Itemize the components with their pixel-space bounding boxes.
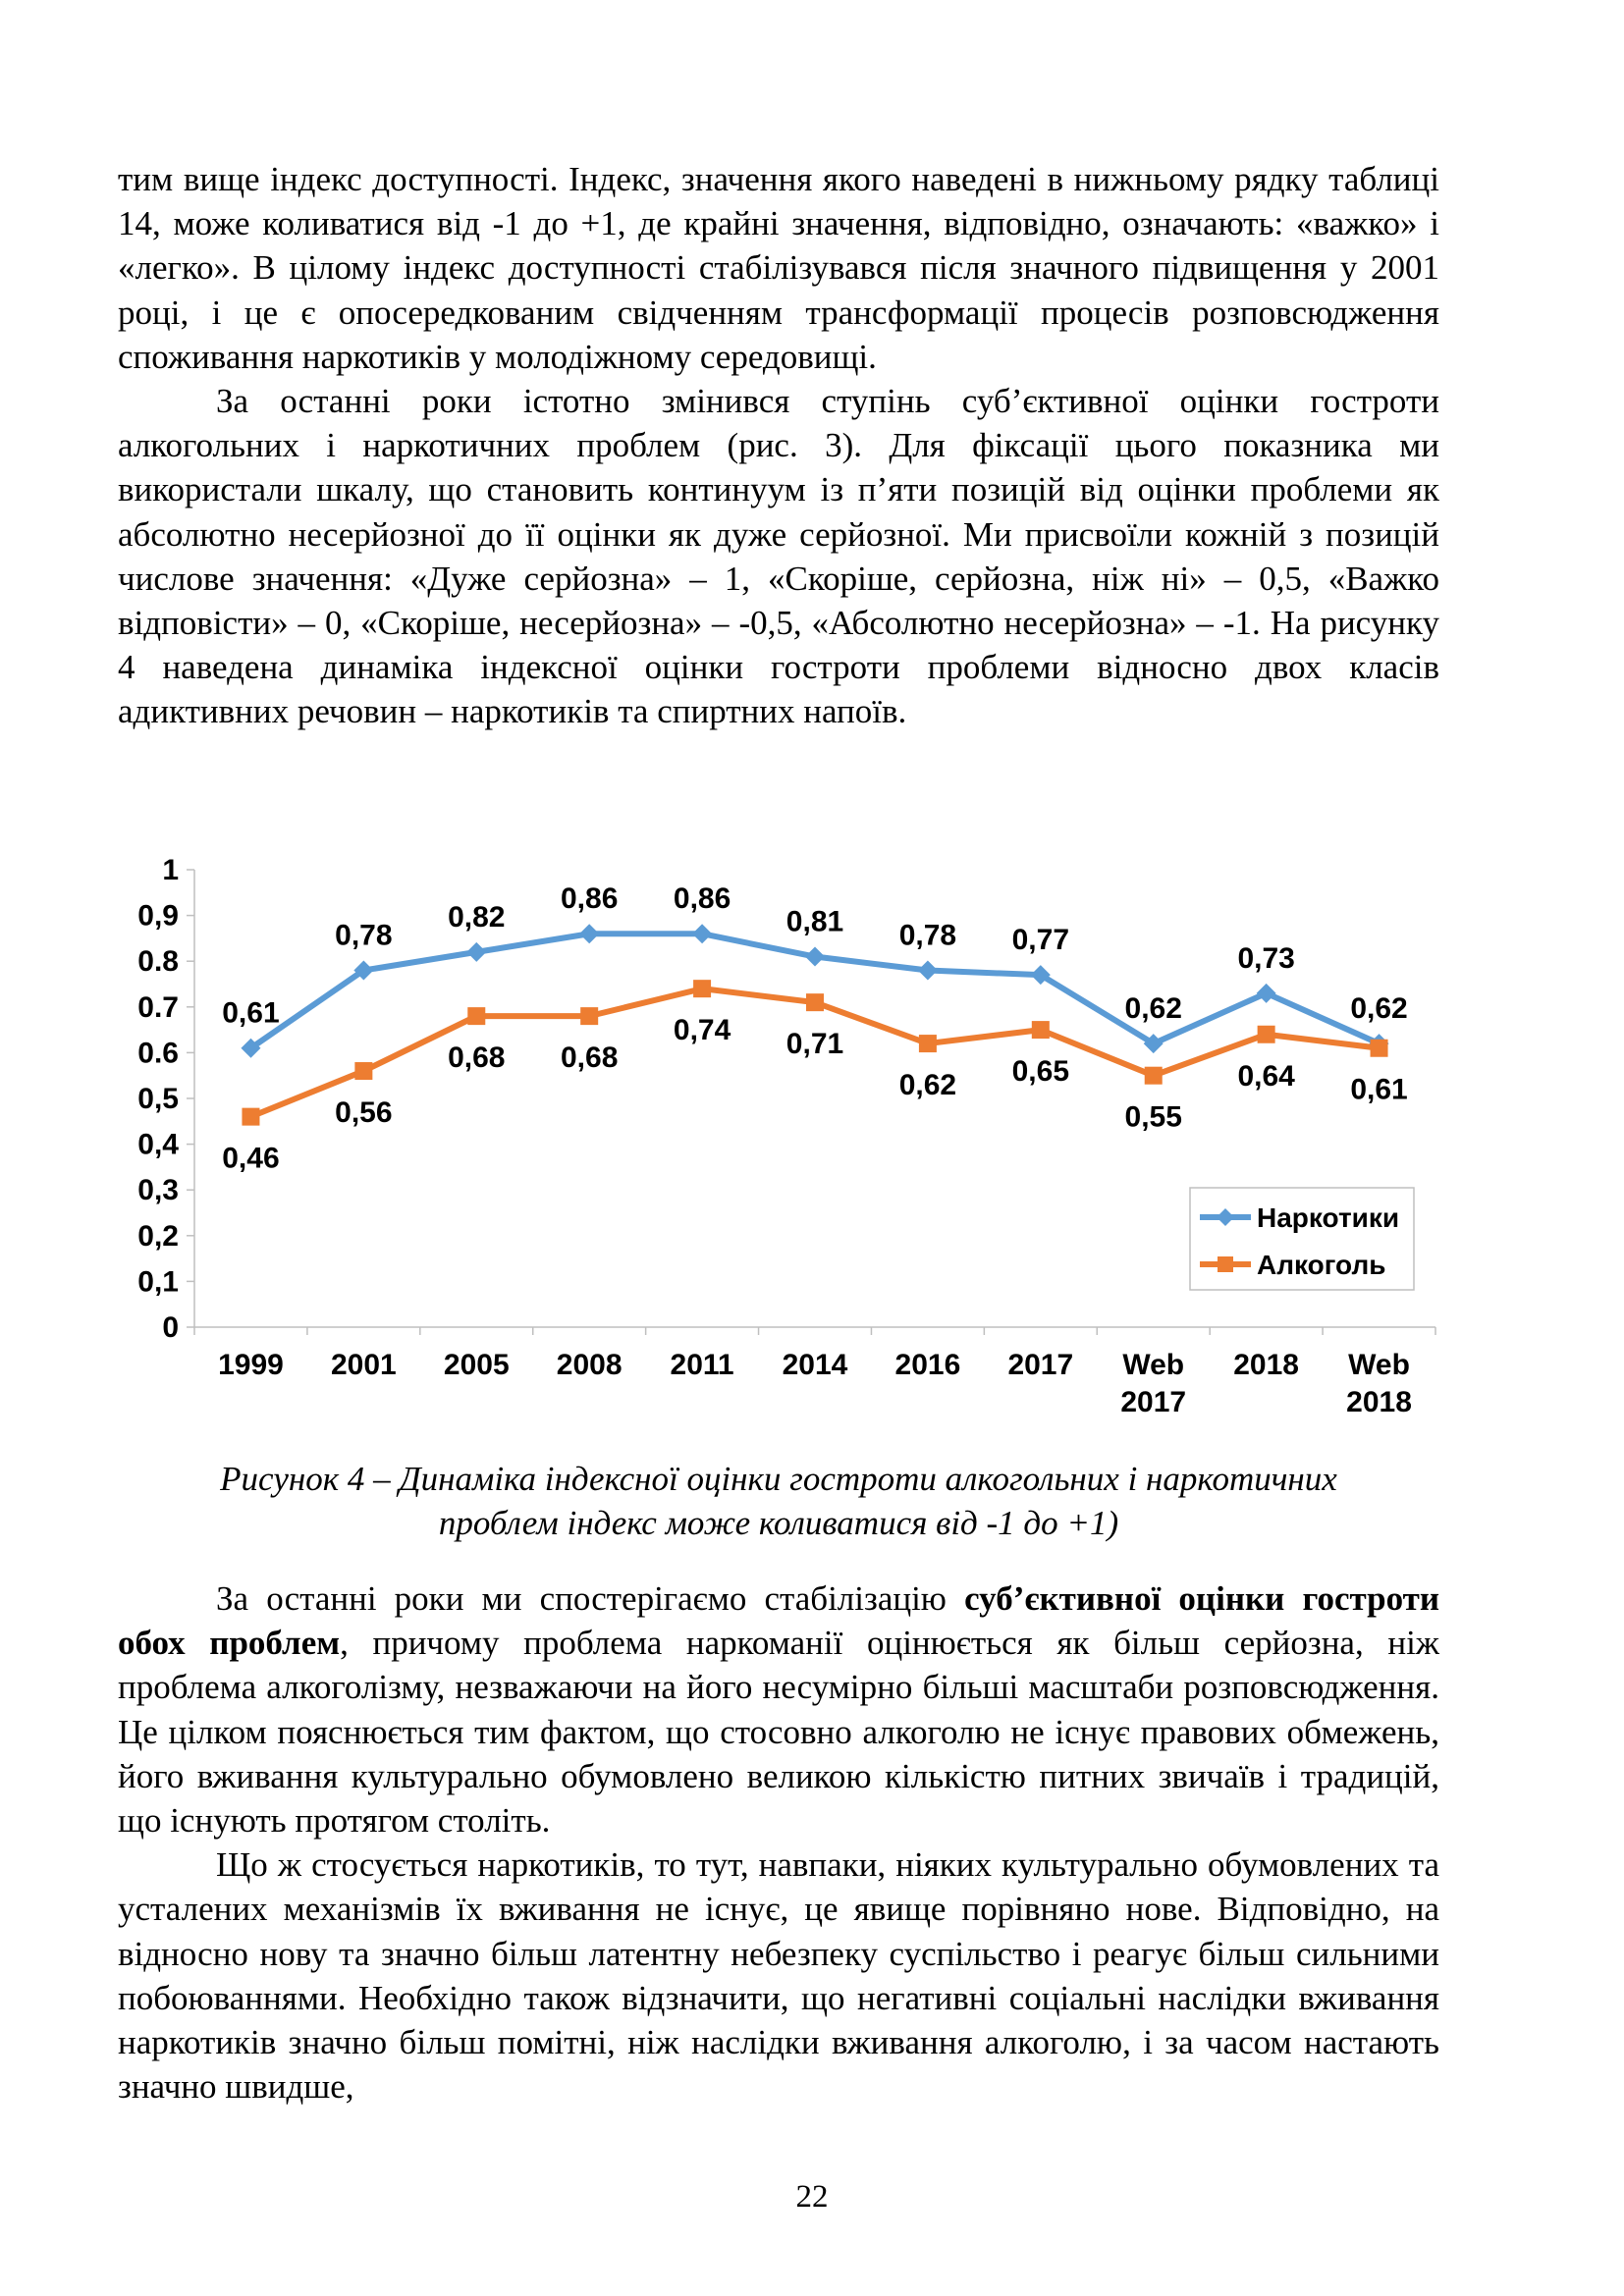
x-tick-label: 2016 — [894, 1349, 961, 1381]
data-point — [466, 942, 486, 962]
x-tick-label: 2017 — [1007, 1349, 1074, 1381]
data-point — [580, 1007, 598, 1025]
data-label: 0,68 — [560, 1041, 619, 1075]
paragraph-stabilization-emphasis: суб’єктивної оцінки гостроти обох проблем — [118, 1579, 1439, 1663]
page-number: 22 — [795, 2179, 829, 2215]
data-label: 0,62 — [1350, 992, 1408, 1026]
y-tick-label: 1 — [162, 854, 179, 886]
y-tick-label: 0,1 — [137, 1265, 179, 1299]
y-tick-label: 0.6 — [137, 1037, 179, 1070]
data-point — [579, 924, 599, 943]
paragraph-accessibility-index: тим вище індекс доступності. Індекс, значення якого наведені в нижньому рядку таблиці 14, може коливатися від -1 до +1, де крайні значення, відповідно, означають: «важко» і «легко». В цілому індекс доступності стабілізувався після значного підвищення у 2001 році, і це є опосередкованим свідченням трансформації процесів розповсюдження споживання наркотиків у молодіжному середовищі. — [118, 160, 1439, 376]
data-label: 0,46 — [222, 1142, 280, 1175]
chart-data-labels — [222, 882, 1407, 1174]
x-tick-label: 2018 — [1346, 1386, 1412, 1418]
data-label: 0,74 — [673, 1014, 731, 1047]
paragraph-severity-scale: За останні роки істотно змінився ступінь суб’єктивної оцінки гостроти алкогольних і наркотичних проблем (рис. 3). Для фіксації цього показника ми використали шкалу, що становить континуум із п’яти позицій від оцінки проблеми як абсолютно несерйозної до її оцінки як дуже серйозної. Ми присвоїли кожній з позицій числове значення: «Дуже серйозна» – 1, «Скоріше, серйозна, ніж ні» – 0,5, «Важко відповісти» – 0, «Скоріше, несерйозна» – -0,5, «Абсолютно несерйозна» – -1. На рисунку 4 наведена динаміка індексної оцінки гостроти проблеми відносно двох класів адиктивних речовин – наркотиків та спиртних напоїв. — [118, 382, 1439, 731]
chart-axes — [137, 854, 1435, 1418]
x-tick-label: 1999 — [218, 1349, 284, 1381]
data-point — [693, 980, 711, 997]
data-label: 0,65 — [1011, 1055, 1070, 1089]
intro-text — [118, 157, 1439, 734]
caption-line-2: проблем індекс може коливатися від -1 до +1) — [438, 1504, 1119, 1542]
data-point — [1258, 1026, 1275, 1043]
data-label: 0,62 — [1124, 992, 1182, 1026]
data-label: 0,78 — [898, 919, 957, 952]
data-point — [467, 1007, 485, 1025]
legend-entry: Наркотики — [1257, 1202, 1400, 1233]
data-point — [1257, 984, 1276, 1003]
data-label: 0,71 — [785, 1028, 844, 1061]
chart-legend — [1190, 1188, 1414, 1290]
data-point — [354, 1062, 372, 1080]
data-point — [242, 1108, 259, 1126]
data-point — [805, 947, 825, 967]
data-label: 0,62 — [898, 1069, 957, 1102]
data-point — [806, 993, 824, 1011]
data-label: 0,61 — [1350, 1073, 1408, 1106]
data-point — [1145, 1067, 1163, 1085]
chart-series — [241, 924, 1388, 1125]
data-label: 0,55 — [1124, 1100, 1182, 1134]
data-label: 0,81 — [785, 905, 844, 938]
y-tick-label: 0 — [162, 1311, 179, 1344]
y-tick-label: 0,2 — [137, 1219, 179, 1253]
data-label: 0,78 — [335, 919, 393, 952]
severity-index-chart — [108, 846, 1463, 1435]
y-tick-label: 0.7 — [137, 990, 179, 1024]
data-point — [692, 924, 712, 943]
data-label: 0,77 — [1011, 924, 1070, 957]
x-tick-label: Web — [1122, 1349, 1185, 1381]
paragraph-stabilization — [118, 1576, 1439, 1842]
y-tick-label: 0,5 — [137, 1083, 179, 1115]
legend-marker — [1218, 1256, 1233, 1272]
data-label: 0,56 — [335, 1096, 393, 1130]
paragraph-drugs: Що ж стосується наркотиків, то тут, навпаки, ніяких культурально обумовлених та усталених механізмів їх вживання не існує, це явище порівняно нове. Відповідно, на відносно нову та значно більш латентну небезпеку суспільство і реагує більш сильними побоюваннями. Необхідно також відзначити, що негативні соціальні наслідки вживання наркотиків значно більш помітні, ніж наслідки вживання алкоголю, і за часом настають значно швидше, — [118, 1845, 1439, 2107]
data-point — [919, 1035, 937, 1052]
x-tick-label: 2018 — [1233, 1349, 1300, 1381]
figure-caption — [118, 1457, 1439, 1545]
data-label: 0,82 — [448, 900, 506, 934]
y-tick-label: 0.8 — [137, 945, 179, 979]
data-point — [918, 961, 938, 981]
data-label: 0,86 — [560, 882, 619, 916]
caption-line-1: Рисунок 4 – Динаміка індексної оцінки гостроти алкогольних і наркотичних — [220, 1460, 1337, 1498]
x-tick-label: Web — [1348, 1349, 1410, 1381]
data-point — [1032, 1021, 1050, 1039]
paragraph-stabilization-start: За останні роки ми спостерігаємо стабілізацію — [216, 1579, 965, 1618]
data-label: 0,61 — [222, 996, 280, 1030]
conclusion-text — [118, 1576, 1439, 2109]
data-label: 0,73 — [1237, 941, 1295, 975]
y-tick-label: 0,4 — [137, 1128, 179, 1161]
x-tick-label: 2001 — [330, 1349, 397, 1381]
data-point — [1371, 1040, 1388, 1057]
x-tick-label: 2014 — [782, 1349, 848, 1381]
y-tick-label: 0,3 — [137, 1174, 179, 1207]
legend-entry: Алкоголь — [1257, 1250, 1386, 1280]
y-tick-label: 0,9 — [137, 899, 179, 933]
x-tick-label: 2017 — [1120, 1386, 1187, 1418]
x-tick-label: 2008 — [556, 1349, 623, 1381]
paragraph-stabilization-end: , причому проблема наркоманії оцінюється як більш серйозна, ніж проблема алкоголізму, незважаючи на його несумірно більші масштаби розповсюдження. Це цілком пояснюється тим фактом, що стосовно алкоголю не існує правових обмежень, його вживання культурально обумовлено великою кількістю питних звичаїв і традицій, що існують протягом століть. — [118, 1624, 1439, 1841]
data-label: 0,86 — [673, 882, 731, 916]
data-label: 0,68 — [448, 1041, 506, 1075]
data-label: 0,64 — [1237, 1059, 1295, 1093]
x-tick-label: 2011 — [670, 1349, 734, 1381]
x-tick-label: 2005 — [443, 1349, 510, 1381]
